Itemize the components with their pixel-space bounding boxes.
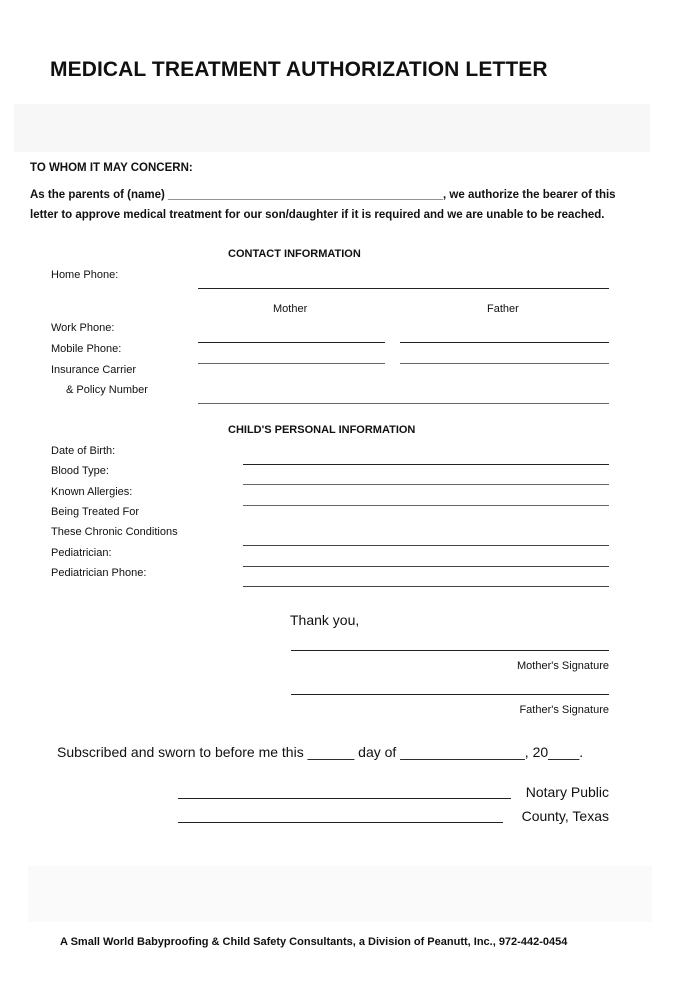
document-title: MEDICAL TREATMENT AUTHORIZATION LETTER [50, 58, 548, 81]
blood-type-line [243, 484, 609, 485]
father-column-label: Father [487, 303, 519, 315]
chronic-conditions-label: These Chronic Conditions [51, 526, 178, 538]
insurance-line [198, 403, 609, 404]
paragraph-line-2: letter to approve medical treatment for our son/daughter if it is required and we are unable to be reached. [30, 209, 605, 221]
father-signature-label: Father's Signature [519, 704, 609, 716]
chronic-conditions-line [243, 545, 609, 546]
notary-public-label: Notary Public [525, 784, 609, 800]
home-phone-label: Home Phone: [51, 269, 119, 281]
father-signature-line [291, 694, 609, 695]
treated-for-label: Being Treated For [51, 506, 140, 518]
dob-line [243, 464, 609, 465]
dob-label: Date of Birth: [51, 445, 116, 457]
paragraph-line-1: As the parents of (name) ___________________________________________, we authorize the bearer of this [30, 189, 616, 201]
mobile-phone-father-line [400, 363, 609, 364]
pediatrician-phone-line [243, 586, 609, 587]
mother-signature-line [291, 650, 609, 651]
county-label: County, Texas [521, 808, 609, 824]
blood-type-label: Blood Type: [51, 465, 109, 477]
policy-number-label: & Policy Number [66, 384, 148, 396]
child-heading: CHILD'S PERSONAL INFORMATION [228, 424, 416, 436]
pediatrician-line [243, 566, 609, 567]
allergies-line [243, 505, 609, 506]
mobile-phone-label: Mobile Phone: [51, 343, 122, 355]
home-phone-line [198, 288, 609, 289]
pediatrician-label: Pediatrician: [51, 547, 112, 559]
pediatrician-phone-label: Pediatrician Phone: [51, 567, 147, 579]
mobile-phone-mother-line [198, 363, 385, 364]
contact-heading: CONTACT INFORMATION [228, 248, 361, 260]
sworn-statement: Subscribed and sworn to before me this ______ day of ________________, 20____. [57, 744, 584, 760]
work-phone-father-line [400, 342, 609, 343]
county-line [178, 822, 503, 823]
salutation: TO WHOM IT MAY CONCERN: [30, 162, 193, 174]
work-phone-mother-line [198, 342, 385, 343]
allergies-label: Known Allergies: [51, 486, 133, 498]
work-phone-label: Work Phone: [51, 322, 115, 334]
mother-column-label: Mother [273, 303, 308, 315]
scan-band [28, 866, 652, 922]
thank-you-text: Thank you, [290, 612, 360, 628]
mother-signature-label: Mother's Signature [517, 660, 609, 672]
insurance-carrier-label: Insurance Carrier [51, 364, 136, 376]
scan-band [14, 104, 650, 152]
footer-text: A Small World Babyproofing & Child Safety Consultants, a Division of Peanutt, Inc., 972-442-0454 [60, 936, 568, 948]
